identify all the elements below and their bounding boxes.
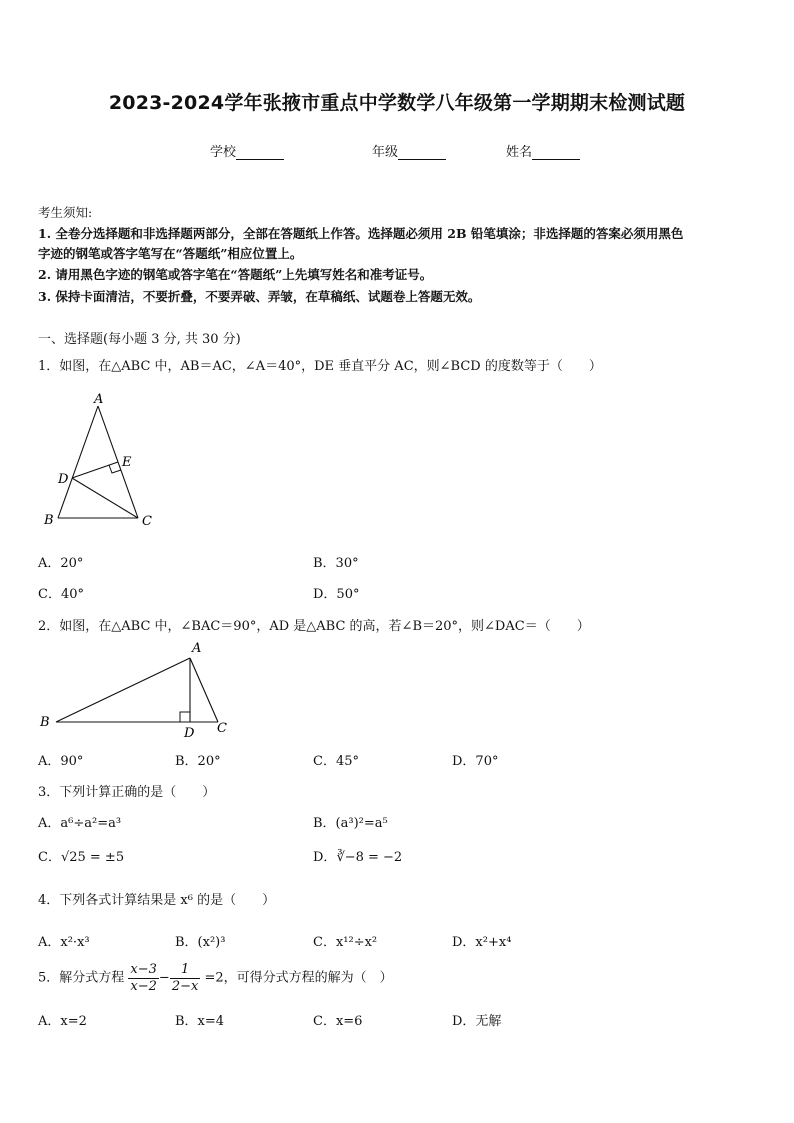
q2-label-a: A	[192, 641, 202, 656]
q5-fraction-1-denominator: x−2	[130, 979, 157, 994]
grade-blank[interactable]	[398, 146, 446, 160]
notice-item-1-line-1: 1. 全卷分选择题和非选择题两部分，全部在答题纸上作答。选择题必须用 2B 铅笔填涂；非选择题的答案必须用黑色	[38, 226, 684, 241]
q4-option-a[interactable]: A．x²·x³	[38, 935, 90, 950]
notice-heading: 考生须知:	[38, 205, 93, 220]
notice-item-2: 2. 请用黑色字迹的钢笔或答字笔在“答题纸”上先填写姓名和准考证号。	[38, 267, 433, 282]
q5-fraction-2-denominator: 2−x	[171, 979, 199, 994]
name-blank[interactable]	[532, 146, 580, 160]
notice-item-1-line-2: 字迹的钢笔或答字笔写在“答题纸”相应位置上。	[38, 246, 303, 261]
q5-text-suffix: =2，可得分式方程的解为（ ）	[204, 970, 393, 986]
school-field[interactable]	[210, 141, 284, 160]
q4-option-b[interactable]: B．(x²)³	[175, 935, 226, 950]
q1-option-c[interactable]: C．40°	[38, 587, 84, 602]
q2-label-d: D	[184, 726, 195, 741]
q5-fraction-1-numerator: x−3	[130, 962, 157, 977]
q2-option-a[interactable]: A．90°	[38, 754, 84, 769]
q1-label-c: C	[142, 514, 152, 529]
q5-fraction-2	[170, 962, 201, 995]
q4-option-c[interactable]: C．x¹²÷x²	[313, 935, 378, 950]
name-label: 姓名	[506, 145, 533, 160]
q3-option-d-expr: ∛−8 = −2	[336, 850, 403, 865]
q1-label-a: A	[94, 392, 104, 407]
q1-label-e: E	[122, 455, 132, 470]
q2-option-b[interactable]: B．20°	[175, 754, 221, 769]
q2-label-b: B	[40, 715, 50, 730]
q5-text	[38, 962, 393, 995]
q3-option-d[interactable]	[313, 846, 402, 865]
q3-option-d-label: D．	[313, 850, 337, 865]
q1-option-d[interactable]: D．50°	[313, 587, 360, 602]
q1-label-d: D	[58, 472, 69, 487]
grade-field[interactable]	[372, 141, 446, 160]
name-field[interactable]	[506, 141, 580, 160]
q5-option-c[interactable]: C．x=6	[313, 1014, 363, 1029]
q1-text: 1．如图，在△ABC 中，AB＝AC，∠A＝40°，DE 垂直平分 AC，则∠BCD 的度数等于（ ）	[38, 359, 602, 374]
q2-triangle-figure	[36, 636, 236, 742]
q3-text: 3．下列计算正确的是（ ）	[38, 785, 216, 800]
q5-minus: −	[158, 970, 170, 986]
q5-text-prefix: 5．解分式方程	[38, 970, 125, 986]
q2-option-c[interactable]: C．45°	[313, 754, 359, 769]
school-blank[interactable]	[236, 146, 284, 160]
q2-option-d[interactable]: D．70°	[452, 754, 499, 769]
q4-text: 4．下列各式计算结果是 x⁶ 的是（ ）	[38, 893, 276, 908]
q1-option-b[interactable]: B．30°	[313, 556, 359, 571]
q4-option-d[interactable]: D．x²+x⁴	[452, 935, 512, 950]
q5-fraction-1	[128, 962, 159, 995]
q3-option-c-label: C．	[38, 850, 61, 865]
school-label: 学校	[210, 145, 237, 160]
q3-option-c[interactable]	[38, 846, 124, 865]
grade-label: 年级	[372, 145, 399, 160]
q2-text: 2．如图，在△ABC 中，∠BAC＝90°，AD 是△ABC 的高，若∠B＝20°，则∠DAC＝（ ）	[38, 619, 590, 634]
section-1-heading: 一、选择题(每小题 3 分, 共 30 分)	[38, 332, 241, 347]
page-title: 2023-2024学年张掖市重点中学数学八年级第一学期期末检测试题	[108, 92, 686, 114]
q5-fraction-2-numerator: 1	[170, 962, 201, 979]
q2-label-c: C	[217, 721, 227, 736]
q1-triangle-figure	[40, 388, 170, 533]
q1-option-a[interactable]: A．20°	[38, 556, 84, 571]
q5-option-b[interactable]: B．x=4	[175, 1014, 225, 1029]
q3-option-a[interactable]: A．a⁶÷a²=a³	[38, 816, 122, 831]
q1-label-b: B	[44, 513, 54, 528]
q3-option-c-expr: √25 = ±5	[60, 850, 125, 865]
notice-item-3: 3. 保持卡面清洁，不要折叠，不要弄破、弄皱，在草稿纸、试题卷上答题无效。	[38, 289, 481, 304]
q5-option-a[interactable]: A．x=2	[38, 1014, 87, 1029]
q3-option-b[interactable]: B．(a³)²=a⁵	[313, 816, 388, 831]
q5-option-d[interactable]: D．无解	[452, 1014, 502, 1029]
